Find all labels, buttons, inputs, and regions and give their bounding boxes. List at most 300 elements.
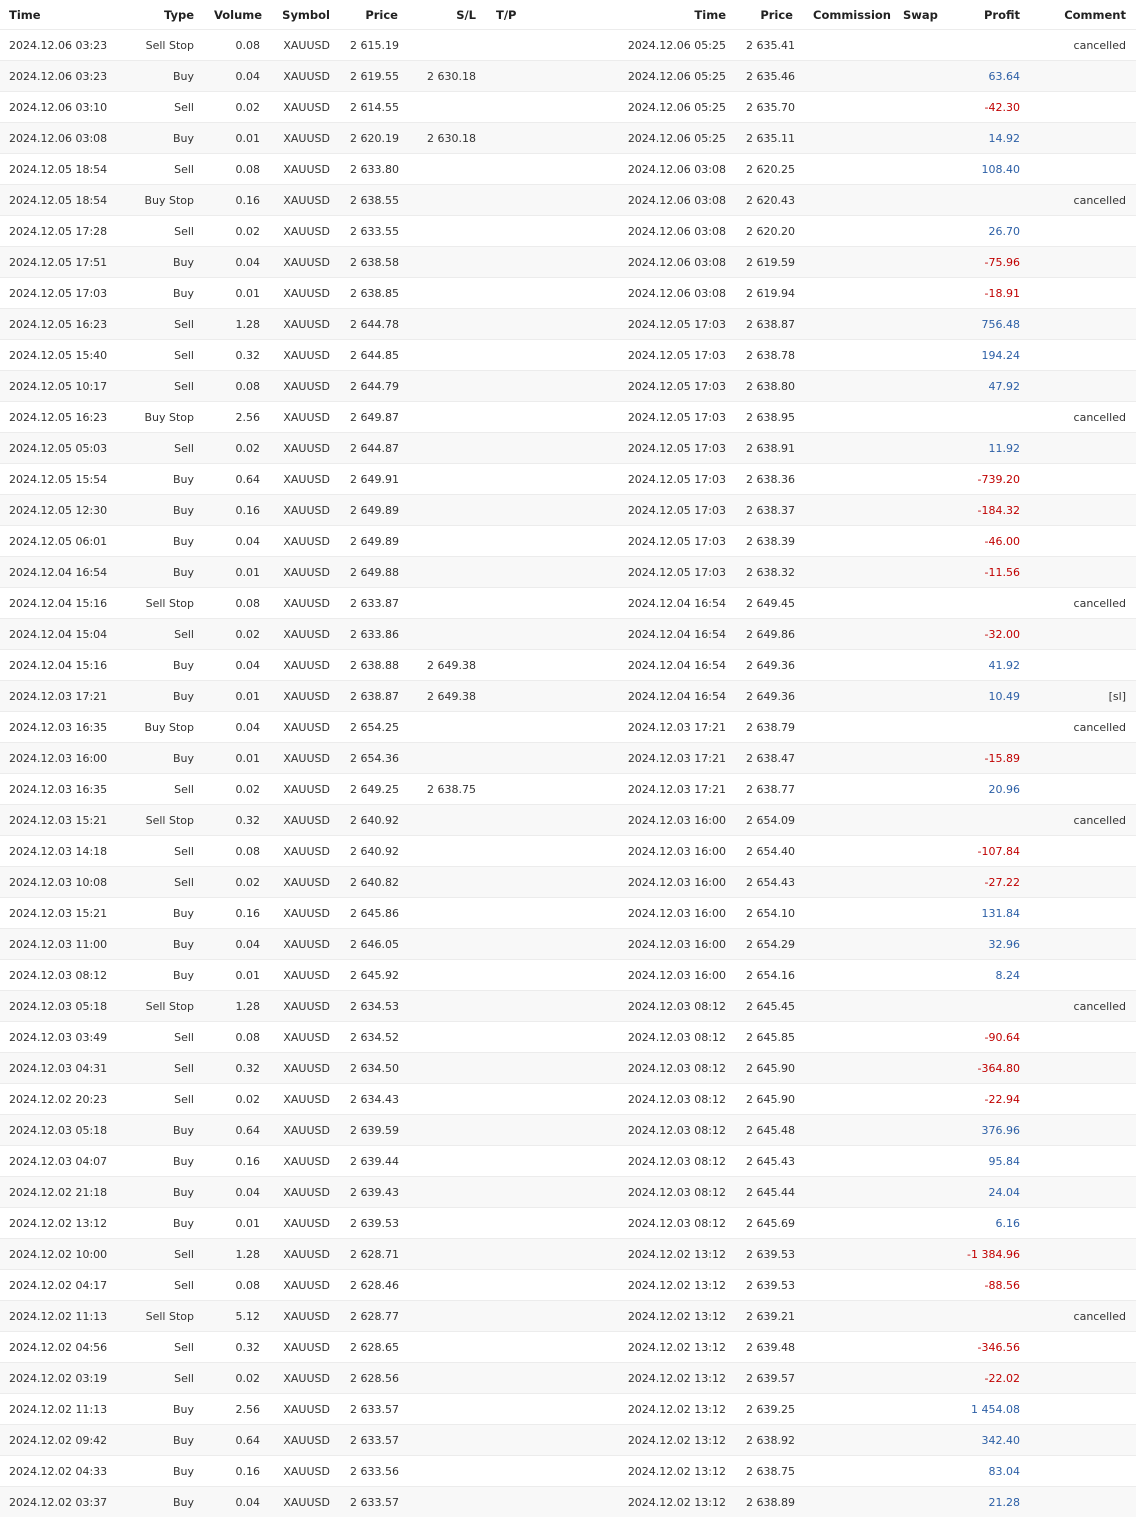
open-price-cell: 2 628.46: [340, 1270, 408, 1301]
profit-cell: -107.84: [943, 836, 1030, 867]
table-row[interactable]: [0, 123, 1136, 154]
commission-cell: [803, 123, 893, 154]
sl-cell: [408, 1456, 486, 1487]
swap-cell: [893, 1084, 943, 1115]
header-profit[interactable]: Profit: [943, 0, 1030, 30]
open-time-cell: 2024.12.05 16:23: [0, 402, 128, 433]
type-cell: Buy: [128, 743, 204, 774]
symbol-cell: XAUUSD: [270, 1332, 340, 1363]
open-price-cell: 2 628.65: [340, 1332, 408, 1363]
swap-cell: [893, 867, 943, 898]
table-row[interactable]: [0, 433, 1136, 464]
swap-cell: [893, 743, 943, 774]
open-price-cell: 2 640.92: [340, 805, 408, 836]
comment-cell: [1030, 433, 1136, 464]
type-cell: Sell: [128, 1084, 204, 1115]
sl-cell: [408, 1115, 486, 1146]
comment-cell: [1030, 1053, 1136, 1084]
open-price-cell: 2 638.58: [340, 247, 408, 278]
open-price-cell: 2 633.80: [340, 154, 408, 185]
comment-cell: [1030, 1270, 1136, 1301]
type-cell: Sell Stop: [128, 1301, 204, 1332]
header-row: [0, 0, 1136, 30]
sl-cell: [408, 371, 486, 402]
tp-cell: [486, 1239, 566, 1270]
type-cell: Buy: [128, 247, 204, 278]
tp-cell: [486, 1270, 566, 1301]
close-time-cell: 2024.12.03 08:12: [566, 1177, 736, 1208]
tp-cell: [486, 1115, 566, 1146]
profit-cell: -32.00: [943, 619, 1030, 650]
table-row[interactable]: [0, 1270, 1136, 1301]
comment-cell: [1030, 1487, 1136, 1517]
sl-cell: [408, 1239, 486, 1270]
sl-cell: [408, 836, 486, 867]
tp-cell: [486, 309, 566, 340]
table-row[interactable]: [0, 712, 1136, 743]
tp-cell: [486, 1394, 566, 1425]
close-price-cell: 2 638.77: [736, 774, 803, 805]
commission-cell: [803, 1115, 893, 1146]
tp-cell: [486, 154, 566, 185]
close-price-cell: 2 638.75: [736, 1456, 803, 1487]
header-open-price[interactable]: Price: [340, 0, 408, 30]
symbol-cell: XAUUSD: [270, 743, 340, 774]
commission-cell: [803, 836, 893, 867]
commission-cell: [803, 681, 893, 712]
open-price-cell: 2 633.57: [340, 1394, 408, 1425]
type-cell: Buy: [128, 61, 204, 92]
symbol-cell: XAUUSD: [270, 929, 340, 960]
swap-cell: [893, 1208, 943, 1239]
sl-cell: [408, 154, 486, 185]
header-sl[interactable]: S/L: [408, 0, 486, 30]
commission-cell: [803, 154, 893, 185]
close-price-cell: 2 635.46: [736, 61, 803, 92]
symbol-cell: XAUUSD: [270, 557, 340, 588]
volume-cell: 0.08: [204, 371, 270, 402]
profit-cell: -46.00: [943, 526, 1030, 557]
close-price-cell: 2 654.16: [736, 960, 803, 991]
table-row[interactable]: [0, 154, 1136, 185]
table-row[interactable]: [0, 681, 1136, 712]
table-row[interactable]: [0, 650, 1136, 681]
header-open-time[interactable]: Time: [0, 0, 128, 30]
header-type[interactable]: Type: [128, 0, 204, 30]
profit-cell: 41.92: [943, 650, 1030, 681]
open-price-cell: 2 644.78: [340, 309, 408, 340]
symbol-cell: XAUUSD: [270, 1239, 340, 1270]
table-row[interactable]: [0, 929, 1136, 960]
swap-cell: [893, 1115, 943, 1146]
comment-cell: [1030, 650, 1136, 681]
header-close-time[interactable]: Time: [566, 0, 736, 30]
close-time-cell: 2024.12.06 03:08: [566, 278, 736, 309]
sl-cell: [408, 185, 486, 216]
tp-cell: [486, 278, 566, 309]
table-row[interactable]: [0, 960, 1136, 991]
header-tp[interactable]: T/P: [486, 0, 566, 30]
open-price-cell: 2 644.87: [340, 433, 408, 464]
header-comment[interactable]: Comment: [1030, 0, 1136, 30]
close-price-cell: 2 638.78: [736, 340, 803, 371]
tp-cell: [486, 433, 566, 464]
table-row[interactable]: [0, 1208, 1136, 1239]
swap-cell: [893, 61, 943, 92]
commission-cell: [803, 247, 893, 278]
close-price-cell: 2 639.57: [736, 1363, 803, 1394]
symbol-cell: XAUUSD: [270, 247, 340, 278]
profit-cell: [943, 1301, 1030, 1332]
symbol-cell: XAUUSD: [270, 1301, 340, 1332]
sl-cell: [408, 340, 486, 371]
swap-cell: [893, 712, 943, 743]
open-time-cell: 2024.12.02 21:18: [0, 1177, 128, 1208]
tp-cell: [486, 588, 566, 619]
tp-cell: [486, 92, 566, 123]
symbol-cell: XAUUSD: [270, 464, 340, 495]
profit-cell: 10.49: [943, 681, 1030, 712]
close-price-cell: 2 645.43: [736, 1146, 803, 1177]
profit-cell: -15.89: [943, 743, 1030, 774]
header-swap[interactable]: Swap: [893, 0, 943, 30]
tp-cell: [486, 247, 566, 278]
type-cell: Buy: [128, 1177, 204, 1208]
profit-cell: -18.91: [943, 278, 1030, 309]
table-row[interactable]: [0, 278, 1136, 309]
close-price-cell: 2 638.32: [736, 557, 803, 588]
table-row[interactable]: [0, 526, 1136, 557]
commission-cell: [803, 1332, 893, 1363]
commission-cell: [803, 743, 893, 774]
type-cell: Sell: [128, 774, 204, 805]
close-price-cell: 2 654.09: [736, 805, 803, 836]
profit-cell: -11.56: [943, 557, 1030, 588]
tp-cell: [486, 526, 566, 557]
table-row[interactable]: [0, 619, 1136, 650]
close-time-cell: 2024.12.03 16:00: [566, 960, 736, 991]
comment-cell: [sl]: [1030, 681, 1136, 712]
close-time-cell: 2024.12.05 17:03: [566, 464, 736, 495]
comment-cell: [1030, 278, 1136, 309]
type-cell: Buy: [128, 1425, 204, 1456]
swap-cell: [893, 216, 943, 247]
table-row[interactable]: [0, 309, 1136, 340]
symbol-cell: XAUUSD: [270, 185, 340, 216]
profit-cell: 20.96: [943, 774, 1030, 805]
table-row[interactable]: [0, 836, 1136, 867]
table-row[interactable]: [0, 1363, 1136, 1394]
tp-cell: [486, 1425, 566, 1456]
table-row[interactable]: [0, 1301, 1136, 1332]
open-price-cell: 2 649.88: [340, 557, 408, 588]
open-time-cell: 2024.12.03 04:31: [0, 1053, 128, 1084]
comment-cell: [1030, 309, 1136, 340]
type-cell: Buy: [128, 464, 204, 495]
close-time-cell: 2024.12.06 05:25: [566, 123, 736, 154]
table-row[interactable]: [0, 92, 1136, 123]
symbol-cell: XAUUSD: [270, 1270, 340, 1301]
sl-cell: [408, 1053, 486, 1084]
profit-cell: 6.16: [943, 1208, 1030, 1239]
tp-cell: [486, 991, 566, 1022]
volume-cell: 0.04: [204, 1487, 270, 1517]
type-cell: Sell: [128, 1363, 204, 1394]
profit-cell: 11.92: [943, 433, 1030, 464]
symbol-cell: XAUUSD: [270, 402, 340, 433]
type-cell: Buy Stop: [128, 712, 204, 743]
comment-cell: [1030, 929, 1136, 960]
type-cell: Buy: [128, 650, 204, 681]
volume-cell: 0.64: [204, 1425, 270, 1456]
volume-cell: 0.02: [204, 92, 270, 123]
commission-cell: [803, 495, 893, 526]
comment-cell: [1030, 1363, 1136, 1394]
close-time-cell: 2024.12.06 03:08: [566, 216, 736, 247]
open-time-cell: 2024.12.03 16:35: [0, 774, 128, 805]
profit-cell: 63.64: [943, 61, 1030, 92]
swap-cell: [893, 154, 943, 185]
open-time-cell: 2024.12.03 16:35: [0, 712, 128, 743]
commission-cell: [803, 340, 893, 371]
symbol-cell: XAUUSD: [270, 30, 340, 61]
commission-cell: [803, 805, 893, 836]
comment-cell: [1030, 1425, 1136, 1456]
open-time-cell: 2024.12.06 03:10: [0, 92, 128, 123]
sl-cell: [408, 1270, 486, 1301]
table-row[interactable]: [0, 774, 1136, 805]
close-price-cell: 2 654.43: [736, 867, 803, 898]
sl-cell: [408, 309, 486, 340]
comment-cell: [1030, 92, 1136, 123]
volume-cell: 0.04: [204, 1177, 270, 1208]
comment-cell: cancelled: [1030, 1301, 1136, 1332]
profit-cell: -27.22: [943, 867, 1030, 898]
commission-cell: [803, 402, 893, 433]
close-time-cell: 2024.12.06 05:25: [566, 92, 736, 123]
comment-cell: [1030, 1115, 1136, 1146]
symbol-cell: XAUUSD: [270, 650, 340, 681]
comment-cell: [1030, 154, 1136, 185]
close-time-cell: 2024.12.05 17:03: [566, 495, 736, 526]
profit-cell: 26.70: [943, 216, 1030, 247]
comment-cell: [1030, 1084, 1136, 1115]
table-row[interactable]: [0, 247, 1136, 278]
commission-cell: [803, 371, 893, 402]
volume-cell: 1.28: [204, 309, 270, 340]
table-row[interactable]: [0, 1084, 1136, 1115]
open-price-cell: 2 633.56: [340, 1456, 408, 1487]
profit-cell: 8.24: [943, 960, 1030, 991]
table-row[interactable]: [0, 991, 1136, 1022]
symbol-cell: XAUUSD: [270, 278, 340, 309]
type-cell: Buy Stop: [128, 185, 204, 216]
table-row[interactable]: [0, 340, 1136, 371]
open-price-cell: 2 639.43: [340, 1177, 408, 1208]
sl-cell: [408, 588, 486, 619]
volume-cell: 1.28: [204, 991, 270, 1022]
close-price-cell: 2 649.36: [736, 650, 803, 681]
open-time-cell: 2024.12.03 17:21: [0, 681, 128, 712]
open-price-cell: 2 649.87: [340, 402, 408, 433]
volume-cell: 0.08: [204, 1270, 270, 1301]
open-time-cell: 2024.12.03 14:18: [0, 836, 128, 867]
commission-cell: [803, 1487, 893, 1517]
table-row[interactable]: [0, 1332, 1136, 1363]
tp-cell: [486, 774, 566, 805]
close-price-cell: 2 645.48: [736, 1115, 803, 1146]
table-row[interactable]: [0, 1146, 1136, 1177]
open-price-cell: 2 633.55: [340, 216, 408, 247]
table-row[interactable]: [0, 867, 1136, 898]
header-commission[interactable]: Commission: [803, 0, 893, 30]
type-cell: Sell Stop: [128, 30, 204, 61]
open-time-cell: 2024.12.05 06:01: [0, 526, 128, 557]
table-row[interactable]: [0, 588, 1136, 619]
open-time-cell: 2024.12.02 04:17: [0, 1270, 128, 1301]
volume-cell: 0.01: [204, 1208, 270, 1239]
type-cell: Sell Stop: [128, 588, 204, 619]
swap-cell: [893, 278, 943, 309]
table-row[interactable]: [0, 1053, 1136, 1084]
sl-cell: [408, 30, 486, 61]
close-time-cell: 2024.12.02 13:12: [566, 1456, 736, 1487]
commission-cell: [803, 867, 893, 898]
swap-cell: [893, 340, 943, 371]
close-price-cell: 2 639.53: [736, 1270, 803, 1301]
sl-cell: [408, 216, 486, 247]
open-price-cell: 2 633.57: [340, 1425, 408, 1456]
close-price-cell: 2 654.10: [736, 898, 803, 929]
open-time-cell: 2024.12.02 20:23: [0, 1084, 128, 1115]
commission-cell: [803, 960, 893, 991]
type-cell: Buy: [128, 495, 204, 526]
table-row[interactable]: [0, 743, 1136, 774]
comment-cell: cancelled: [1030, 712, 1136, 743]
volume-cell: 0.04: [204, 929, 270, 960]
swap-cell: [893, 1394, 943, 1425]
volume-cell: 0.08: [204, 30, 270, 61]
symbol-cell: XAUUSD: [270, 960, 340, 991]
table-row[interactable]: [0, 1177, 1136, 1208]
close-price-cell: 2 649.86: [736, 619, 803, 650]
profit-cell: [943, 185, 1030, 216]
type-cell: Sell: [128, 92, 204, 123]
commission-cell: [803, 1177, 893, 1208]
comment-cell: [1030, 340, 1136, 371]
open-price-cell: 2 638.88: [340, 650, 408, 681]
table-row[interactable]: [0, 1394, 1136, 1425]
table-row[interactable]: [0, 30, 1136, 61]
type-cell: Sell: [128, 836, 204, 867]
tp-cell: [486, 402, 566, 433]
close-time-cell: 2024.12.02 13:12: [566, 1425, 736, 1456]
open-price-cell: 2 634.50: [340, 1053, 408, 1084]
swap-cell: [893, 588, 943, 619]
table-row[interactable]: [0, 1022, 1136, 1053]
close-price-cell: 2 639.53: [736, 1239, 803, 1270]
comment-cell: cancelled: [1030, 805, 1136, 836]
open-price-cell: 2 645.86: [340, 898, 408, 929]
comment-cell: [1030, 61, 1136, 92]
symbol-cell: XAUUSD: [270, 1425, 340, 1456]
header-close-price[interactable]: Price: [736, 0, 803, 30]
profit-cell: 108.40: [943, 154, 1030, 185]
table-row[interactable]: [0, 1115, 1136, 1146]
close-time-cell: 2024.12.06 03:08: [566, 247, 736, 278]
table-row[interactable]: [0, 1487, 1136, 1517]
type-cell: Buy Stop: [128, 402, 204, 433]
profit-cell: 24.04: [943, 1177, 1030, 1208]
volume-cell: 0.32: [204, 1332, 270, 1363]
sl-cell: [408, 247, 486, 278]
close-price-cell: 2 645.90: [736, 1084, 803, 1115]
header-symbol[interactable]: Symbol: [270, 0, 340, 30]
open-time-cell: 2024.12.02 09:42: [0, 1425, 128, 1456]
symbol-cell: XAUUSD: [270, 898, 340, 929]
table-row[interactable]: [0, 216, 1136, 247]
table-row[interactable]: [0, 464, 1136, 495]
symbol-cell: XAUUSD: [270, 774, 340, 805]
table-row[interactable]: [0, 1425, 1136, 1456]
table-row[interactable]: [0, 1456, 1136, 1487]
table-row[interactable]: [0, 61, 1136, 92]
profit-cell: [943, 991, 1030, 1022]
symbol-cell: XAUUSD: [270, 340, 340, 371]
table-row[interactable]: [0, 898, 1136, 929]
table-row[interactable]: [0, 185, 1136, 216]
comment-cell: [1030, 247, 1136, 278]
open-price-cell: 2 638.55: [340, 185, 408, 216]
header-volume[interactable]: Volume: [204, 0, 270, 30]
profit-cell: [943, 30, 1030, 61]
profit-cell: [943, 805, 1030, 836]
tp-cell: [486, 495, 566, 526]
close-time-cell: 2024.12.03 08:12: [566, 1115, 736, 1146]
swap-cell: [893, 1456, 943, 1487]
swap-cell: [893, 92, 943, 123]
volume-cell: 0.64: [204, 464, 270, 495]
type-cell: Sell Stop: [128, 991, 204, 1022]
sl-cell: 2 630.18: [408, 123, 486, 154]
symbol-cell: XAUUSD: [270, 991, 340, 1022]
close-time-cell: 2024.12.06 05:25: [566, 61, 736, 92]
table-row[interactable]: [0, 1239, 1136, 1270]
open-price-cell: 2 634.52: [340, 1022, 408, 1053]
swap-cell: [893, 1425, 943, 1456]
table-row[interactable]: [0, 495, 1136, 526]
tp-cell: [486, 185, 566, 216]
type-cell: Sell: [128, 1332, 204, 1363]
comment-cell: [1030, 898, 1136, 929]
table-row[interactable]: [0, 402, 1136, 433]
swap-cell: [893, 929, 943, 960]
open-time-cell: 2024.12.03 15:21: [0, 805, 128, 836]
close-time-cell: 2024.12.04 16:54: [566, 681, 736, 712]
table-row[interactable]: [0, 371, 1136, 402]
close-time-cell: 2024.12.02 13:12: [566, 1301, 736, 1332]
swap-cell: [893, 464, 943, 495]
close-price-cell: 2 638.39: [736, 526, 803, 557]
close-time-cell: 2024.12.03 08:12: [566, 1208, 736, 1239]
swap-cell: [893, 495, 943, 526]
volume-cell: 0.01: [204, 123, 270, 154]
type-cell: Sell: [128, 309, 204, 340]
commission-cell: [803, 526, 893, 557]
table-row[interactable]: [0, 557, 1136, 588]
table-row[interactable]: [0, 805, 1136, 836]
sl-cell: [408, 619, 486, 650]
